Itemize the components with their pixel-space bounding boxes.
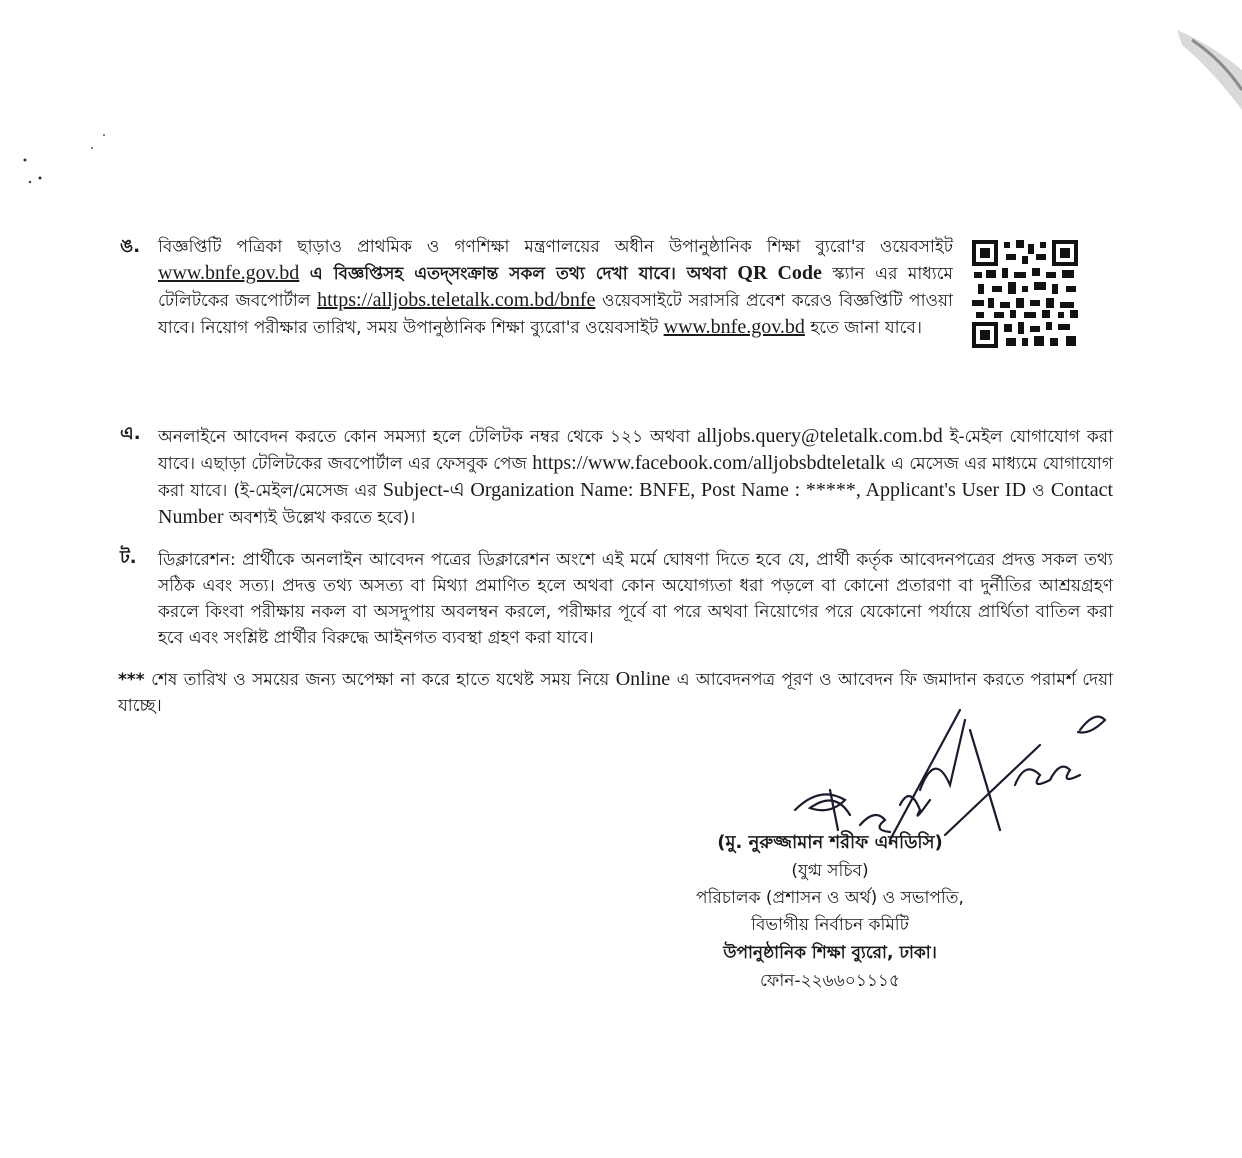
text-segment: এ আবেদনপত্র পূরণ ও আবেদন ফি জমাদান করতে পরামর্শ দেয়া যাচ্ছে। — [118, 670, 1114, 716]
paragraph-declaration: ডিক্লারেশন: প্রার্থীকে অনলাইন আবেদন পত্রের ডিক্লারেশন অংশে এই মর্মে ঘোষণা দিতে হবে যে, প্রার্থী কর্তৃক আবেদনপত্রের প্রদত্ত সকল তথ্য সঠিক এবং সত্য। প্রদত্ত তথ্য অসত্য বা মিথ্যা প্রমাণিত হলে অথবা কোন অযোগ্যতা ধরা পড়লে বা কোনো প্রতারণা বা দুর্নীতির আশ্রয়গ্রহণ করলে কিংবা পরীক্ষায় নকল বা অসদুপায় অবলম্বন করলে, পরীক্ষার পূর্বে বা পরে অথবা নিয়োগের পরে যেকোনো পর্যায়ে প্রার্থিতা বাতিল করা হবে এবং সংশ্লিষ্ট প্রার্থীর বিরুদ্ধে আইনগত ব্যবস্থা গ্রহণ করা যাবে। — [158, 550, 1113, 648]
text-segment: বিজ্ঞপ্তিটি পত্রিকা ছাড়াও প্রাথমিক ও গণশিক্ষা মন্ত্রণালয়ের অধীন উপানুষ্ঠানিক শিক্ষা ব্যুরো'র ওয়েবসাইট — [158, 237, 953, 257]
subject-format-text: Subject-এ Organization Name: BNFE, Post Name : *****, Applicant's User ID — [382, 479, 1027, 501]
scan-corner-shadow — [1082, 0, 1242, 160]
section-marker-ga: এ. — [120, 423, 141, 444]
signatory-committee: বিভাগীয় নির্বাচন কমিটি — [751, 915, 909, 935]
paragraph-support-contact — [158, 423, 1113, 531]
text-segment: হতে জানা যাবে। — [810, 318, 922, 338]
text-segment: ই-মেইল যোগাযোগ করা যাবে। এছাড়া টেলিটকের জবপোর্টাল এর ফেসবুক পেজ — [158, 427, 1114, 474]
paragraph-website-info — [158, 234, 953, 341]
teletalk-portal-link[interactable]: https://alljobs.teletalk.com.bd/bnfe — [317, 289, 596, 311]
text-segment: অবশ্যই উল্লেখ করতে হবে)। — [228, 508, 416, 528]
text-segment: এ মেসেজ এর মাধ্যমে যোগাযোগ করা যাবে। (ই-মেইল/মেসেজ এর — [158, 454, 1113, 501]
bnfe-website-link[interactable]: www.bnfe.gov.bd — [158, 262, 300, 284]
text-segment: শেষ তারিখ ও সময়ের জন্য অপেক্ষা না করে হাতে যথেষ্ট সময় নিয়ে — [151, 670, 610, 690]
section-marker-gha: ট. — [120, 547, 137, 568]
facebook-page-link[interactable]: https://www.facebook.com/alljobsbdteletalk — [532, 452, 886, 474]
section-marker-kha: ঙ. — [120, 236, 141, 257]
signatory-name: (মু. নুরুজ্জামান শরীফ এনডিসি) — [717, 832, 943, 853]
signatory-role: পরিচালক (প্রশাসন ও অর্থ) ও সভাপতি, — [696, 888, 964, 908]
note-marker: *** — [118, 670, 145, 690]
qr-code-icon[interactable] — [970, 238, 1080, 350]
signatory-office: উপানুষ্ঠানিক শিক্ষা ব্যুরো, ঢাকা। — [723, 943, 937, 963]
scan-specks — [0, 0, 200, 200]
text-segment: এ বিজ্ঞপ্তিসহ এতদ্‌সংক্রান্ত সকল তথ্য দেখা যাবে। অথবা — [309, 264, 727, 284]
text-segment: স্ক্যান এর মাধ্যমে টেলিটকের জবপোর্টাল — [158, 264, 954, 311]
support-email[interactable]: alljobs.query@teletalk.com.bd — [697, 425, 943, 447]
bnfe-website-link-2[interactable]: www.bnfe.gov.bd — [663, 316, 805, 338]
contact-number-label: Contact Number — [158, 479, 1114, 528]
text-segment: ও — [1032, 481, 1045, 501]
signatory-phone: ফোন-২২৬৬০১১১৫ — [760, 971, 900, 991]
qr-code-label: QR Code — [737, 262, 822, 284]
text-segment: অনলাইনে আবেদন করতে কোন সমস্যা হলে টেলিটক নম্বর থেকে ১২১ অথবা — [158, 427, 691, 447]
online-label: Online — [615, 668, 671, 690]
signatory-title: (যুগ্ম সচিব) — [791, 861, 869, 881]
text-segment: ওয়েবসাইটে সরাসরি প্রবেশ করেও বিজ্ঞপ্তিটি পাওয়া যাবে। নিয়োগ পরীক্ষার তারিখ, সময় উপানুষ্ঠানিক শিক্ষা ব্যুরো'র ওয়েবসাইট — [158, 291, 953, 338]
